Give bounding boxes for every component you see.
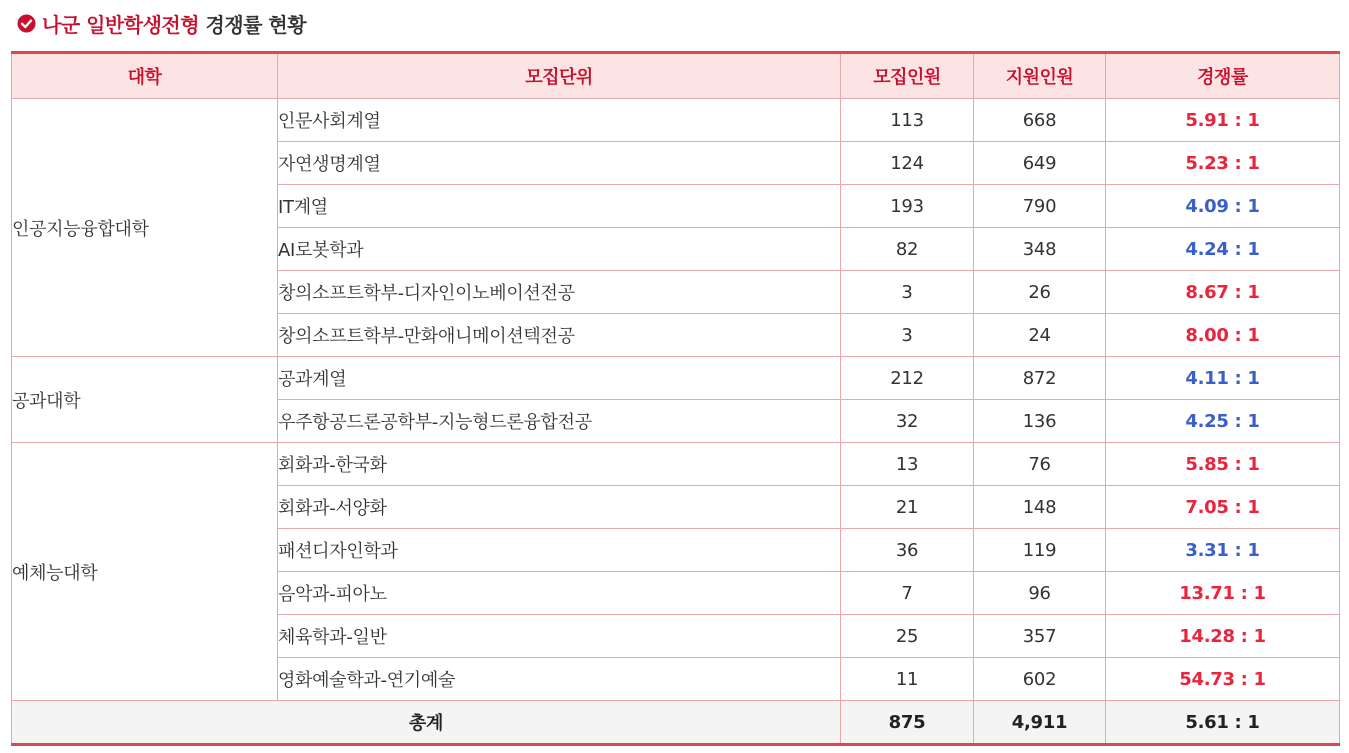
- unit-cell: AI로봇학과: [278, 228, 841, 271]
- quota-cell: 193: [841, 185, 974, 228]
- table-row: [12, 443, 1340, 486]
- college-cell: 공과대학: [12, 357, 278, 443]
- total-applicants: 4,911: [974, 701, 1106, 745]
- header-quota: 모집인원: [841, 53, 974, 99]
- unit-cell: IT계열: [278, 185, 841, 228]
- ratio-cell: 14.28 : 1: [1106, 615, 1340, 658]
- quota-cell: 11: [841, 658, 974, 701]
- ratio-cell: 3.31 : 1: [1106, 529, 1340, 572]
- unit-cell: 체육학과-일반: [278, 615, 841, 658]
- quota-cell: 13: [841, 443, 974, 486]
- unit-cell: 창의소프트학부-디자인이노베이션전공: [278, 271, 841, 314]
- quota-cell: 32: [841, 400, 974, 443]
- unit-cell: 음악과-피아노: [278, 572, 841, 615]
- unit-cell: 공과계열: [278, 357, 841, 400]
- table-body: [12, 99, 1340, 701]
- quota-cell: 212: [841, 357, 974, 400]
- ratio-cell: 7.05 : 1: [1106, 486, 1340, 529]
- applicants-cell: 872: [974, 357, 1106, 400]
- applicants-cell: 24: [974, 314, 1106, 357]
- quota-cell: 113: [841, 99, 974, 142]
- unit-cell: 창의소프트학부-만화애니메이션텍전공: [278, 314, 841, 357]
- ratio-cell: 13.71 : 1: [1106, 572, 1340, 615]
- unit-cell: 영화예술학과-연기예술: [278, 658, 841, 701]
- applicants-cell: 668: [974, 99, 1106, 142]
- header-applicants: 지원인원: [974, 53, 1106, 99]
- unit-cell: 우주항공드론공학부-지능형드론융합전공: [278, 400, 841, 443]
- quota-cell: 124: [841, 142, 974, 185]
- quota-cell: 21: [841, 486, 974, 529]
- ratio-cell: 54.73 : 1: [1106, 658, 1340, 701]
- quota-cell: 3: [841, 271, 974, 314]
- table-row: [12, 357, 1340, 400]
- ratio-cell: 4.25 : 1: [1106, 400, 1340, 443]
- unit-cell: 자연생명계열: [278, 142, 841, 185]
- quota-cell: 7: [841, 572, 974, 615]
- quota-cell: 82: [841, 228, 974, 271]
- header-ratio: 경쟁률: [1106, 53, 1340, 99]
- ratio-cell: 4.09 : 1: [1106, 185, 1340, 228]
- ratio-cell: 5.91 : 1: [1106, 99, 1340, 142]
- title-rest: 경쟁률 현황: [205, 12, 307, 37]
- ratio-cell: 4.24 : 1: [1106, 228, 1340, 271]
- applicants-cell: 649: [974, 142, 1106, 185]
- college-cell: 인공지능융합대학: [12, 99, 278, 357]
- ratio-cell: 5.85 : 1: [1106, 443, 1340, 486]
- applicants-cell: 790: [974, 185, 1106, 228]
- title-accent: 나군 일반학생전형: [42, 12, 200, 37]
- unit-cell: 회화과-한국화: [278, 443, 841, 486]
- section-heading: [17, 6, 306, 40]
- applicants-cell: 348: [974, 228, 1106, 271]
- ratio-cell: 8.67 : 1: [1106, 271, 1340, 314]
- unit-cell: 인문사회계열: [278, 99, 841, 142]
- applicants-cell: 148: [974, 486, 1106, 529]
- quota-cell: 36: [841, 529, 974, 572]
- total-label: 총계: [12, 701, 841, 745]
- ratio-cell: 4.11 : 1: [1106, 357, 1340, 400]
- applicants-cell: 136: [974, 400, 1106, 443]
- applicants-cell: 96: [974, 572, 1106, 615]
- competition-rate-table: [11, 51, 1340, 746]
- quota-cell: 25: [841, 615, 974, 658]
- table-row: [12, 99, 1340, 142]
- quota-cell: 3: [841, 314, 974, 357]
- applicants-cell: 26: [974, 271, 1106, 314]
- unit-cell: 패션디자인학과: [278, 529, 841, 572]
- header-unit: 모집단위: [278, 53, 841, 99]
- ratio-cell: 5.23 : 1: [1106, 142, 1340, 185]
- page-title: [42, 9, 306, 38]
- total-row: [12, 701, 1340, 745]
- table-header-row: [12, 53, 1340, 99]
- header-college: 대학: [12, 53, 278, 99]
- applicants-cell: 76: [974, 443, 1106, 486]
- applicants-cell: 357: [974, 615, 1106, 658]
- total-ratio: 5.61 : 1: [1106, 701, 1340, 745]
- total-quota: 875: [841, 701, 974, 745]
- college-cell: 예체능대학: [12, 443, 278, 701]
- applicants-cell: 602: [974, 658, 1106, 701]
- unit-cell: 회화과-서양화: [278, 486, 841, 529]
- applicants-cell: 119: [974, 529, 1106, 572]
- ratio-cell: 8.00 : 1: [1106, 314, 1340, 357]
- check-circle-icon: [17, 14, 36, 33]
